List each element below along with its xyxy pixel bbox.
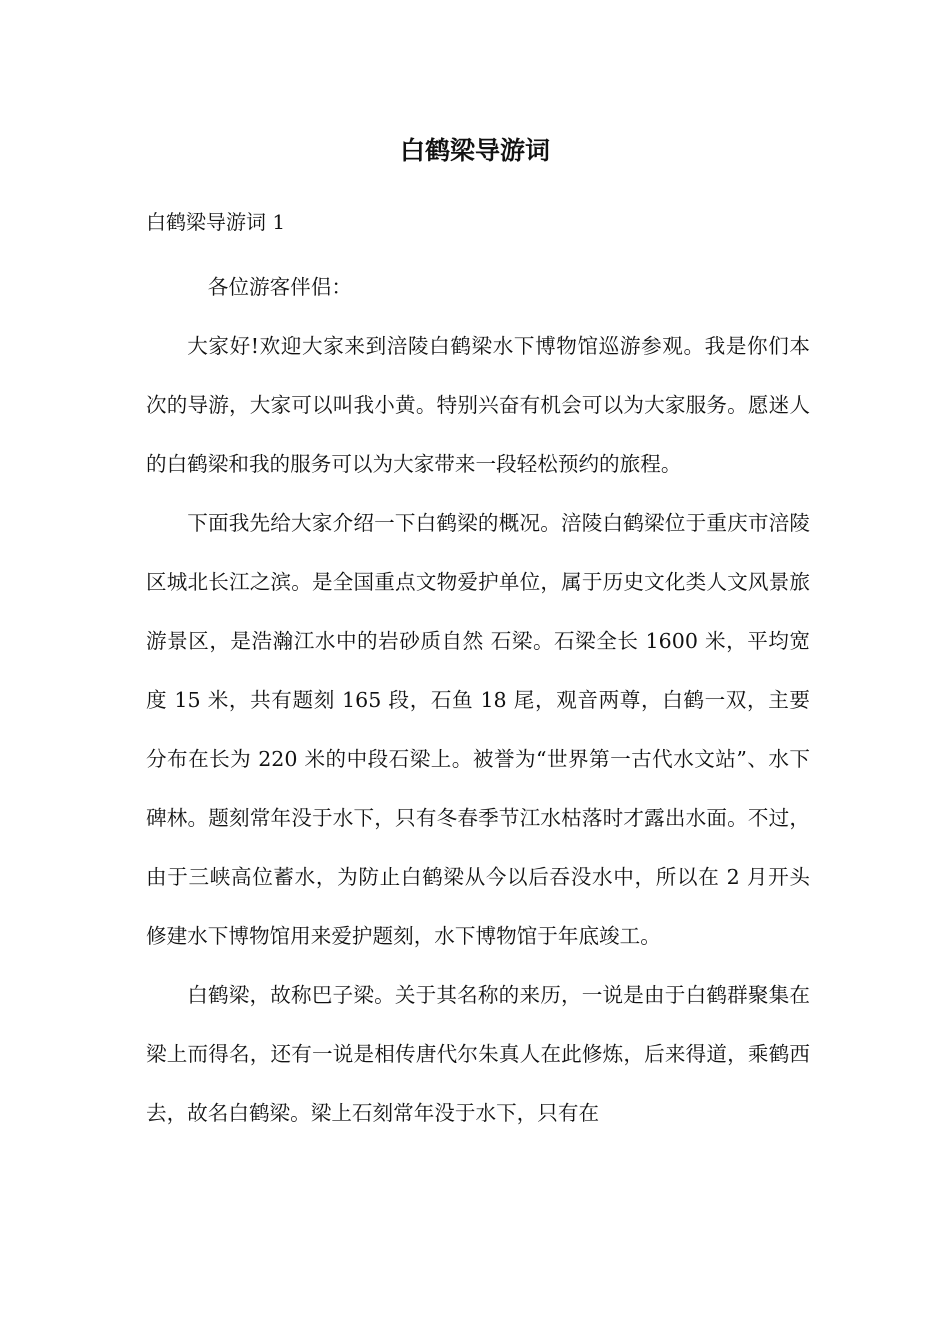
name-origin-paragraph: 白鹤梁，故称巴子梁。关于其名称的来历，一说是由于白鹤群聚集在梁上而得名，还有一说是相传唐代尔朱真人在此修炼，后来得道，乘鹤西去，故名白鹤梁。梁上石刻常年没于水下，只有在 xyxy=(146,983,810,1125)
intro-paragraph: 大家好!欢迎大家来到涪陵白鹤梁水下博物馆巡游参观。我是你们本次的导游，大家可以叫我小黄。特别兴奋有机会可以为大家服务。愿迷人的白鹤梁和我的服务可以为大家带来一段轻松预约的旅程。 xyxy=(146,334,810,476)
body-text xyxy=(146,258,810,1143)
overview-paragraph: 下面我先给大家介绍一下白鹤梁的概况。涪陵白鹤梁位于重庆市涪陵区城北长江之滨。是全国重点文物爱护单位，属于历史文化类人文风景旅游景区，是浩瀚江水中的岩砂质自然 石梁。石梁全长 1600 米，平均宽度 15 米，共有题刻 165 段，石鱼 18 尾，观音两尊，白鹤一双，主要分布在长为 220 米的中段石梁上。被誉为“世界第一古代水文站”、水下碑林。题刻常年没于水下，只有冬春季节江水枯落时才露出水面。不过，由于三峡高位蓄水，为防止白鹤梁从今以后吞没水中，所以在 2 月开头修建水下博物馆用来爱护题刻，水下博物馆于年底竣工。 xyxy=(146,511,810,948)
document-title: 白鹤梁导游词 xyxy=(399,136,550,165)
greeting-paragraph: 各位游客伴侣： xyxy=(207,275,352,299)
section-heading: 白鹤梁导游词 1 xyxy=(146,210,286,234)
